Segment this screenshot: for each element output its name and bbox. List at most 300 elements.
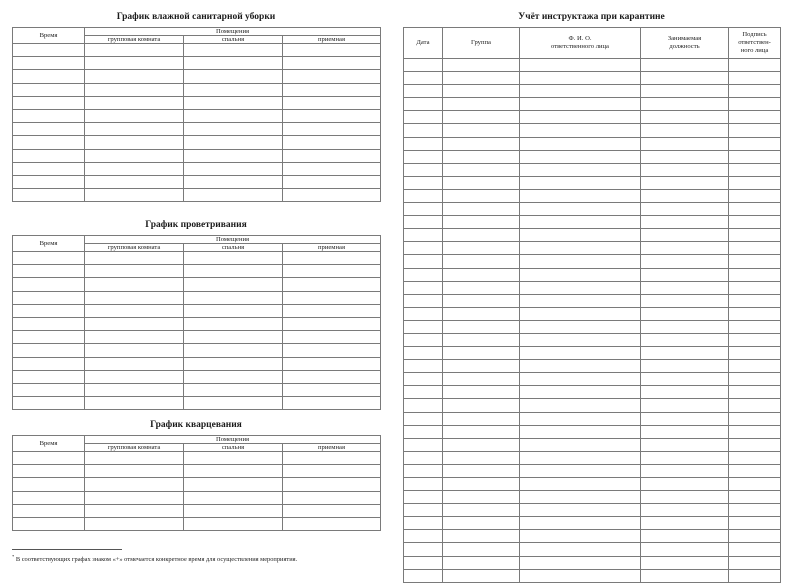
blank-cell[interactable] [520, 491, 641, 504]
blank-cell[interactable] [520, 98, 641, 111]
blank-cell[interactable] [404, 333, 443, 346]
blank-cell[interactable] [520, 517, 641, 530]
blank-cell[interactable] [283, 317, 381, 330]
blank-cell[interactable] [641, 478, 729, 491]
blank-cell[interactable] [404, 386, 443, 399]
blank-cell[interactable] [184, 357, 283, 370]
blank-cell[interactable] [283, 291, 381, 304]
blank-cell[interactable] [13, 136, 85, 149]
blank-cell[interactable] [729, 438, 781, 451]
blank-cell[interactable] [641, 464, 729, 477]
blank-cell[interactable] [283, 57, 381, 70]
blank-cell[interactable] [85, 291, 184, 304]
blank-cell[interactable] [184, 252, 283, 265]
blank-cell[interactable] [443, 85, 520, 98]
blank-cell[interactable] [443, 530, 520, 543]
blank-cell[interactable] [184, 175, 283, 188]
blank-cell[interactable] [520, 150, 641, 163]
blank-cell[interactable] [184, 109, 283, 122]
blank-cell[interactable] [443, 176, 520, 189]
blank-cell[interactable] [283, 304, 381, 317]
blank-cell[interactable] [184, 317, 283, 330]
blank-cell[interactable] [520, 333, 641, 346]
blank-cell[interactable] [729, 150, 781, 163]
blank-cell[interactable] [443, 451, 520, 464]
blank-cell[interactable] [520, 268, 641, 281]
blank-cell[interactable] [404, 530, 443, 543]
blank-cell[interactable] [520, 320, 641, 333]
blank-cell[interactable] [283, 452, 381, 465]
blank-cell[interactable] [641, 59, 729, 72]
blank-cell[interactable] [283, 331, 381, 344]
blank-cell[interactable] [641, 281, 729, 294]
blank-cell[interactable] [85, 357, 184, 370]
blank-cell[interactable] [184, 70, 283, 83]
blank-cell[interactable] [184, 304, 283, 317]
blank-cell[interactable] [404, 504, 443, 517]
blank-cell[interactable] [85, 504, 184, 517]
blank-cell[interactable] [283, 123, 381, 136]
blank-cell[interactable] [283, 83, 381, 96]
blank-cell[interactable] [184, 383, 283, 396]
blank-cell[interactable] [404, 517, 443, 530]
blank-cell[interactable] [443, 98, 520, 111]
blank-cell[interactable] [404, 189, 443, 202]
blank-cell[interactable] [184, 291, 283, 304]
blank-cell[interactable] [184, 397, 283, 410]
blank-cell[interactable] [184, 465, 283, 478]
blank-cell[interactable] [85, 304, 184, 317]
blank-cell[interactable] [404, 72, 443, 85]
blank-cell[interactable] [13, 252, 85, 265]
blank-cell[interactable] [520, 543, 641, 556]
blank-cell[interactable] [184, 344, 283, 357]
blank-cell[interactable] [729, 425, 781, 438]
blank-cell[interactable] [641, 216, 729, 229]
blank-cell[interactable] [729, 320, 781, 333]
blank-cell[interactable] [283, 370, 381, 383]
blank-cell[interactable] [404, 451, 443, 464]
blank-cell[interactable] [283, 397, 381, 410]
blank-cell[interactable] [729, 255, 781, 268]
blank-cell[interactable] [520, 347, 641, 360]
blank-cell[interactable] [85, 452, 184, 465]
blank-cell[interactable] [729, 491, 781, 504]
blank-cell[interactable] [404, 281, 443, 294]
blank-cell[interactable] [13, 44, 85, 57]
blank-cell[interactable] [85, 175, 184, 188]
blank-cell[interactable] [443, 216, 520, 229]
blank-cell[interactable] [520, 504, 641, 517]
blank-cell[interactable] [404, 464, 443, 477]
blank-cell[interactable] [641, 373, 729, 386]
blank-cell[interactable] [520, 203, 641, 216]
blank-cell[interactable] [13, 304, 85, 317]
blank-cell[interactable] [13, 344, 85, 357]
blank-cell[interactable] [85, 189, 184, 202]
blank-cell[interactable] [85, 109, 184, 122]
blank-cell[interactable] [520, 137, 641, 150]
blank-cell[interactable] [404, 137, 443, 150]
blank-cell[interactable] [184, 370, 283, 383]
blank-cell[interactable] [13, 465, 85, 478]
blank-cell[interactable] [641, 255, 729, 268]
blank-cell[interactable] [184, 491, 283, 504]
blank-cell[interactable] [283, 189, 381, 202]
blank-cell[interactable] [641, 412, 729, 425]
blank-cell[interactable] [283, 383, 381, 396]
blank-cell[interactable] [13, 109, 85, 122]
blank-cell[interactable] [13, 189, 85, 202]
blank-cell[interactable] [443, 281, 520, 294]
blank-cell[interactable] [85, 397, 184, 410]
blank-cell[interactable] [641, 307, 729, 320]
blank-cell[interactable] [641, 150, 729, 163]
blank-cell[interactable] [641, 543, 729, 556]
blank-cell[interactable] [184, 189, 283, 202]
blank-cell[interactable] [520, 373, 641, 386]
blank-cell[interactable] [641, 438, 729, 451]
blank-cell[interactable] [520, 438, 641, 451]
blank-cell[interactable] [443, 491, 520, 504]
blank-cell[interactable] [404, 85, 443, 98]
blank-cell[interactable] [443, 72, 520, 85]
blank-cell[interactable] [85, 344, 184, 357]
blank-cell[interactable] [729, 242, 781, 255]
blank-cell[interactable] [283, 136, 381, 149]
blank-cell[interactable] [641, 111, 729, 124]
blank-cell[interactable] [404, 229, 443, 242]
blank-cell[interactable] [404, 438, 443, 451]
blank-cell[interactable] [443, 360, 520, 373]
blank-cell[interactable] [404, 360, 443, 373]
blank-cell[interactable] [443, 347, 520, 360]
blank-cell[interactable] [184, 452, 283, 465]
blank-cell[interactable] [729, 307, 781, 320]
blank-cell[interactable] [404, 425, 443, 438]
blank-cell[interactable] [443, 438, 520, 451]
blank-cell[interactable] [641, 556, 729, 569]
blank-cell[interactable] [729, 229, 781, 242]
blank-cell[interactable] [729, 98, 781, 111]
blank-cell[interactable] [404, 255, 443, 268]
blank-cell[interactable] [404, 176, 443, 189]
blank-cell[interactable] [729, 530, 781, 543]
blank-cell[interactable] [404, 543, 443, 556]
blank-cell[interactable] [404, 307, 443, 320]
blank-cell[interactable] [13, 452, 85, 465]
blank-cell[interactable] [85, 162, 184, 175]
blank-cell[interactable] [520, 124, 641, 137]
blank-cell[interactable] [443, 425, 520, 438]
blank-cell[interactable] [520, 111, 641, 124]
blank-cell[interactable] [729, 124, 781, 137]
blank-cell[interactable] [729, 176, 781, 189]
blank-cell[interactable] [520, 229, 641, 242]
blank-cell[interactable] [443, 556, 520, 569]
blank-cell[interactable] [184, 517, 283, 530]
blank-cell[interactable] [443, 504, 520, 517]
blank-cell[interactable] [729, 111, 781, 124]
blank-cell[interactable] [85, 517, 184, 530]
blank-cell[interactable] [729, 216, 781, 229]
blank-cell[interactable] [443, 203, 520, 216]
blank-cell[interactable] [520, 176, 641, 189]
blank-cell[interactable] [641, 399, 729, 412]
blank-cell[interactable] [184, 265, 283, 278]
blank-cell[interactable] [283, 357, 381, 370]
blank-cell[interactable] [283, 517, 381, 530]
blank-cell[interactable] [13, 370, 85, 383]
blank-cell[interactable] [520, 478, 641, 491]
blank-cell[interactable] [729, 543, 781, 556]
blank-cell[interactable] [443, 111, 520, 124]
blank-cell[interactable] [443, 124, 520, 137]
blank-cell[interactable] [13, 383, 85, 396]
blank-cell[interactable] [443, 386, 520, 399]
blank-cell[interactable] [85, 331, 184, 344]
blank-cell[interactable] [520, 451, 641, 464]
blank-cell[interactable] [404, 556, 443, 569]
blank-cell[interactable] [13, 291, 85, 304]
blank-cell[interactable] [85, 278, 184, 291]
blank-cell[interactable] [184, 278, 283, 291]
blank-cell[interactable] [443, 268, 520, 281]
blank-cell[interactable] [404, 347, 443, 360]
blank-cell[interactable] [520, 216, 641, 229]
blank-cell[interactable] [404, 320, 443, 333]
blank-cell[interactable] [443, 320, 520, 333]
blank-cell[interactable] [283, 478, 381, 491]
blank-cell[interactable] [404, 491, 443, 504]
blank-cell[interactable] [520, 242, 641, 255]
blank-cell[interactable] [85, 370, 184, 383]
blank-cell[interactable] [520, 59, 641, 72]
blank-cell[interactable] [283, 344, 381, 357]
blank-cell[interactable] [641, 203, 729, 216]
blank-cell[interactable] [13, 175, 85, 188]
blank-cell[interactable] [85, 383, 184, 396]
blank-cell[interactable] [729, 189, 781, 202]
blank-cell[interactable] [443, 373, 520, 386]
blank-cell[interactable] [404, 124, 443, 137]
blank-cell[interactable] [13, 278, 85, 291]
blank-cell[interactable] [520, 163, 641, 176]
blank-cell[interactable] [85, 70, 184, 83]
blank-cell[interactable] [443, 307, 520, 320]
blank-cell[interactable] [13, 491, 85, 504]
blank-cell[interactable] [520, 294, 641, 307]
blank-cell[interactable] [641, 242, 729, 255]
blank-cell[interactable] [520, 360, 641, 373]
blank-cell[interactable] [641, 176, 729, 189]
blank-cell[interactable] [13, 123, 85, 136]
blank-cell[interactable] [729, 412, 781, 425]
blank-cell[interactable] [85, 123, 184, 136]
blank-cell[interactable] [443, 294, 520, 307]
blank-cell[interactable] [404, 216, 443, 229]
blank-cell[interactable] [729, 347, 781, 360]
blank-cell[interactable] [13, 504, 85, 517]
blank-cell[interactable] [283, 491, 381, 504]
blank-cell[interactable] [641, 451, 729, 464]
blank-cell[interactable] [641, 72, 729, 85]
blank-cell[interactable] [283, 465, 381, 478]
blank-cell[interactable] [443, 59, 520, 72]
blank-cell[interactable] [283, 162, 381, 175]
blank-cell[interactable] [729, 137, 781, 150]
blank-cell[interactable] [13, 96, 85, 109]
blank-cell[interactable] [729, 333, 781, 346]
blank-cell[interactable] [184, 162, 283, 175]
blank-cell[interactable] [443, 333, 520, 346]
blank-cell[interactable] [443, 189, 520, 202]
blank-cell[interactable] [404, 203, 443, 216]
blank-cell[interactable] [641, 294, 729, 307]
blank-cell[interactable] [404, 294, 443, 307]
blank-cell[interactable] [443, 229, 520, 242]
blank-cell[interactable] [641, 229, 729, 242]
blank-cell[interactable] [443, 242, 520, 255]
blank-cell[interactable] [520, 85, 641, 98]
blank-cell[interactable] [184, 57, 283, 70]
blank-cell[interactable] [443, 543, 520, 556]
blank-cell[interactable] [443, 478, 520, 491]
blank-cell[interactable] [443, 163, 520, 176]
blank-cell[interactable] [729, 399, 781, 412]
blank-cell[interactable] [520, 281, 641, 294]
blank-cell[interactable] [85, 252, 184, 265]
blank-cell[interactable] [404, 59, 443, 72]
blank-cell[interactable] [641, 360, 729, 373]
blank-cell[interactable] [641, 124, 729, 137]
blank-cell[interactable] [641, 530, 729, 543]
blank-cell[interactable] [283, 265, 381, 278]
blank-cell[interactable] [404, 111, 443, 124]
blank-cell[interactable] [641, 504, 729, 517]
blank-cell[interactable] [404, 478, 443, 491]
blank-cell[interactable] [404, 163, 443, 176]
blank-cell[interactable] [641, 163, 729, 176]
blank-cell[interactable] [641, 189, 729, 202]
blank-cell[interactable] [520, 464, 641, 477]
blank-cell[interactable] [85, 478, 184, 491]
blank-cell[interactable] [404, 268, 443, 281]
blank-cell[interactable] [443, 150, 520, 163]
blank-cell[interactable] [85, 83, 184, 96]
blank-cell[interactable] [283, 149, 381, 162]
blank-cell[interactable] [13, 265, 85, 278]
blank-cell[interactable] [641, 347, 729, 360]
blank-cell[interactable] [729, 360, 781, 373]
blank-cell[interactable] [729, 294, 781, 307]
blank-cell[interactable] [184, 123, 283, 136]
blank-cell[interactable] [520, 189, 641, 202]
blank-cell[interactable] [729, 72, 781, 85]
blank-cell[interactable] [283, 252, 381, 265]
blank-cell[interactable] [641, 137, 729, 150]
blank-cell[interactable] [85, 265, 184, 278]
blank-cell[interactable] [13, 70, 85, 83]
blank-cell[interactable] [729, 569, 781, 582]
blank-cell[interactable] [729, 203, 781, 216]
blank-cell[interactable] [404, 399, 443, 412]
blank-cell[interactable] [85, 491, 184, 504]
blank-cell[interactable] [729, 373, 781, 386]
blank-cell[interactable] [184, 478, 283, 491]
blank-cell[interactable] [520, 412, 641, 425]
blank-cell[interactable] [85, 44, 184, 57]
blank-cell[interactable] [641, 333, 729, 346]
blank-cell[interactable] [13, 83, 85, 96]
blank-cell[interactable] [641, 517, 729, 530]
blank-cell[interactable] [729, 517, 781, 530]
blank-cell[interactable] [85, 57, 184, 70]
blank-cell[interactable] [520, 386, 641, 399]
blank-cell[interactable] [13, 517, 85, 530]
blank-cell[interactable] [283, 44, 381, 57]
blank-cell[interactable] [13, 162, 85, 175]
blank-cell[interactable] [729, 451, 781, 464]
blank-cell[interactable] [443, 569, 520, 582]
blank-cell[interactable] [520, 307, 641, 320]
blank-cell[interactable] [184, 96, 283, 109]
blank-cell[interactable] [184, 136, 283, 149]
blank-cell[interactable] [729, 85, 781, 98]
blank-cell[interactable] [184, 331, 283, 344]
blank-cell[interactable] [443, 412, 520, 425]
blank-cell[interactable] [520, 556, 641, 569]
blank-cell[interactable] [520, 569, 641, 582]
blank-cell[interactable] [13, 397, 85, 410]
blank-cell[interactable] [729, 504, 781, 517]
blank-cell[interactable] [641, 268, 729, 281]
blank-cell[interactable] [13, 317, 85, 330]
blank-cell[interactable] [443, 255, 520, 268]
blank-cell[interactable] [641, 386, 729, 399]
blank-cell[interactable] [520, 72, 641, 85]
blank-cell[interactable] [520, 255, 641, 268]
blank-cell[interactable] [404, 242, 443, 255]
blank-cell[interactable] [729, 281, 781, 294]
blank-cell[interactable] [283, 109, 381, 122]
blank-cell[interactable] [85, 96, 184, 109]
blank-cell[interactable] [85, 149, 184, 162]
blank-cell[interactable] [729, 478, 781, 491]
blank-cell[interactable] [729, 464, 781, 477]
blank-cell[interactable] [443, 137, 520, 150]
blank-cell[interactable] [85, 136, 184, 149]
blank-cell[interactable] [520, 425, 641, 438]
blank-cell[interactable] [641, 425, 729, 438]
blank-cell[interactable] [283, 70, 381, 83]
blank-cell[interactable] [13, 478, 85, 491]
blank-cell[interactable] [283, 504, 381, 517]
blank-cell[interactable] [404, 373, 443, 386]
blank-cell[interactable] [283, 175, 381, 188]
blank-cell[interactable] [443, 399, 520, 412]
blank-cell[interactable] [184, 83, 283, 96]
blank-cell[interactable] [85, 317, 184, 330]
blank-cell[interactable] [641, 85, 729, 98]
blank-cell[interactable] [641, 491, 729, 504]
blank-cell[interactable] [729, 386, 781, 399]
blank-cell[interactable] [404, 412, 443, 425]
blank-cell[interactable] [184, 149, 283, 162]
blank-cell[interactable] [283, 278, 381, 291]
blank-cell[interactable] [729, 59, 781, 72]
blank-cell[interactable] [729, 163, 781, 176]
